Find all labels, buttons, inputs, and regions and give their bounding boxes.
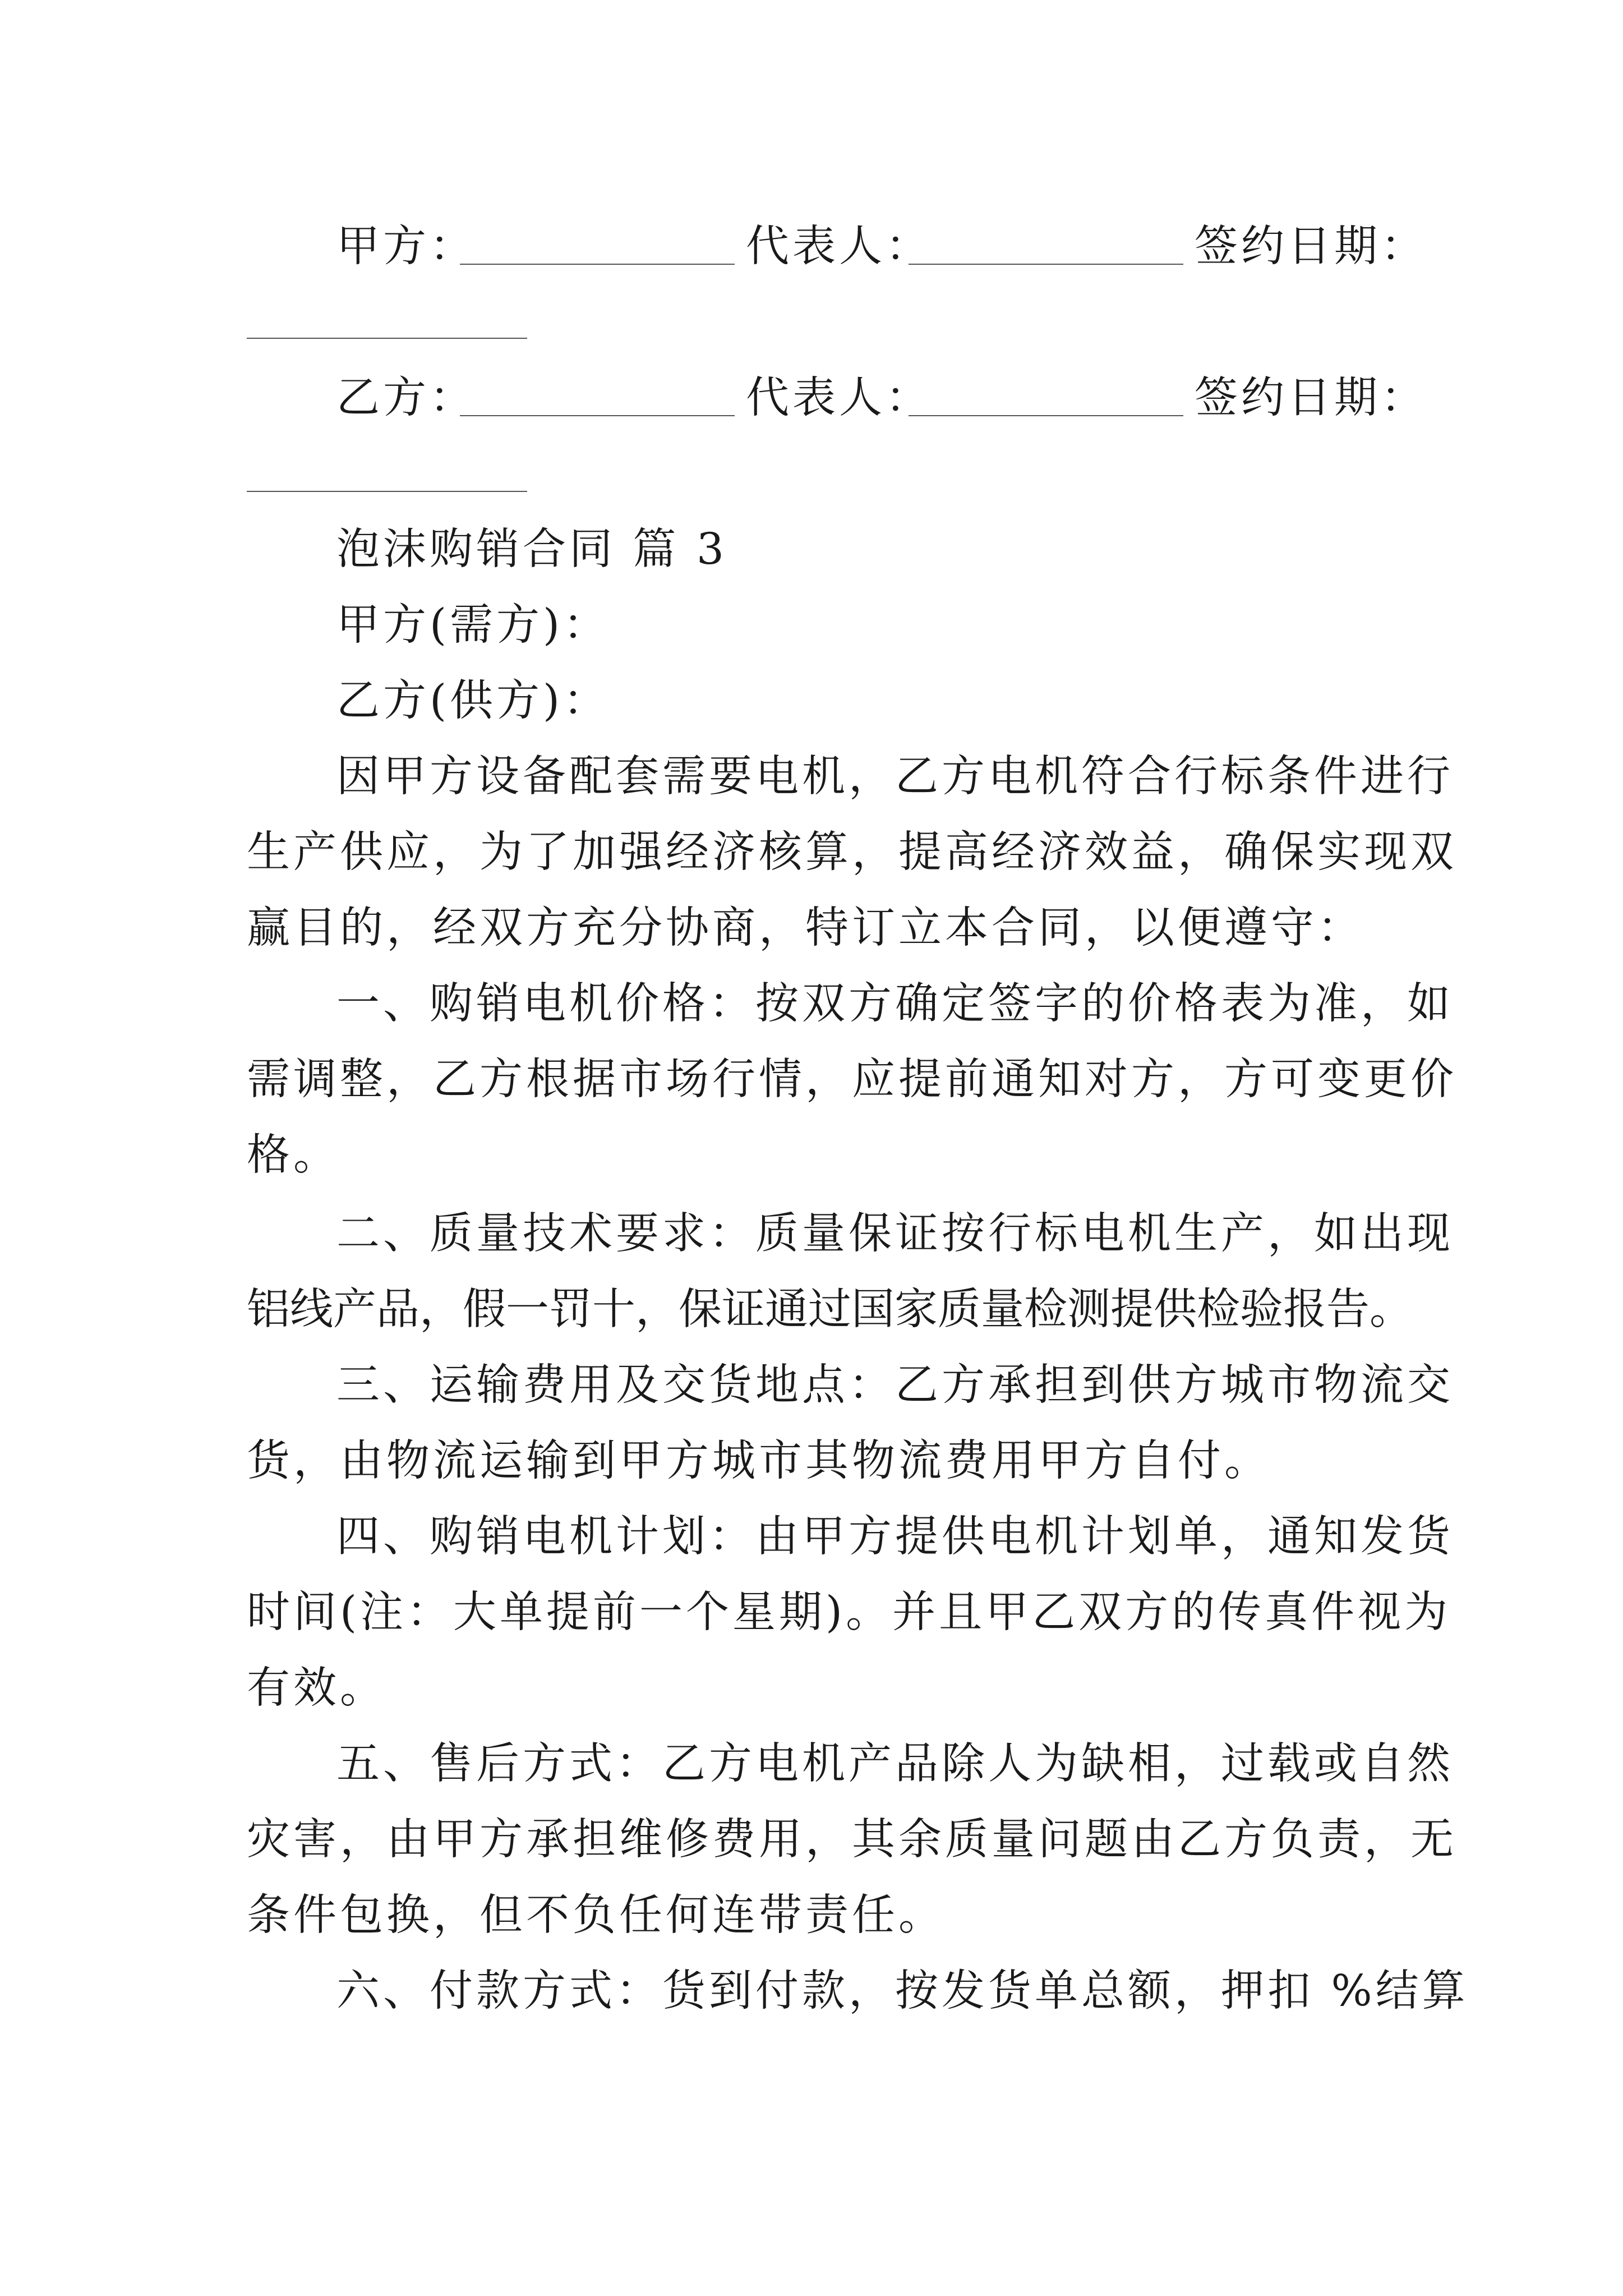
representative-label: 代表人： bbox=[746, 373, 932, 423]
party-b-rep-blank bbox=[909, 415, 1183, 416]
party-a-date-blank bbox=[247, 338, 527, 339]
paragraph-line: 一、购销电机价格：按双方确定签字的价格表为准，如 bbox=[336, 979, 1454, 1029]
paragraph-line: 铝线产品，假一罚十，保证通过国家质量检测提供检验报告。 bbox=[247, 1285, 1413, 1335]
paragraph-line: 生产供应，为了加强经济核算，提高经济效益，确保实现双 bbox=[247, 827, 1457, 877]
party-a-rep-blank bbox=[909, 264, 1183, 265]
party-a-buyer: 甲方(需方)： bbox=[336, 600, 610, 650]
party-b-name-blank bbox=[460, 415, 735, 416]
representative-label: 代表人： bbox=[746, 222, 932, 272]
paragraph-line: 因甲方设备配套需要电机，乙方电机符合行标条件进行 bbox=[336, 752, 1454, 802]
signature-row-party-b bbox=[336, 370, 1427, 426]
paragraph-line: 三、运输费用及交货地点：乙方承担到供方城市物流交 bbox=[336, 1360, 1454, 1410]
party-a-name-blank bbox=[460, 264, 735, 265]
paragraph-line: 时间(注：大单提前一个星期)。并且甲乙双方的传真件视为 bbox=[247, 1588, 1451, 1637]
paragraph-line: 六、付款方式：货到付款，按发货单总额，押扣 %结算 bbox=[336, 1966, 1469, 2016]
party-b-date-blank bbox=[247, 491, 527, 492]
paragraph-line: 灾害，由甲方承担维修费用，其余质量问题由乙方负责，无 bbox=[247, 1815, 1457, 1865]
section-heading: 泡沫购销合同 篇 3 bbox=[336, 524, 727, 574]
paragraph-line: 货，由物流运输到甲方城市其物流费用甲方自付。 bbox=[247, 1436, 1271, 1486]
paragraph-line: 需调整，乙方根据市场行情，应提前通知对方，方可变更价 bbox=[247, 1055, 1457, 1105]
party-b-supplier: 乙方(供方)： bbox=[336, 676, 610, 726]
signing-date-label: 签约日期： bbox=[1195, 222, 1427, 272]
paragraph-line: 格。 bbox=[247, 1130, 340, 1180]
paragraph-line: 有效。 bbox=[247, 1663, 386, 1713]
paragraph-line: 五、售后方式：乙方电机产品除人为缺相，过载或自然 bbox=[336, 1739, 1454, 1789]
party-b-label: 乙方： bbox=[336, 373, 476, 423]
paragraph-line: 二、质量技术要求：质量保证按行标电机生产，如出现 bbox=[336, 1209, 1454, 1259]
party-a-label: 甲方： bbox=[336, 222, 476, 272]
paragraph-line: 四、购销电机计划：由甲方提供电机计划单，通知发货 bbox=[336, 1512, 1454, 1562]
paragraph-line: 赢目的，经双方充分协商，特订立本合同，以便遵守： bbox=[247, 903, 1364, 953]
signing-date-label: 签约日期： bbox=[1195, 373, 1427, 423]
paragraph-line: 条件包换，但不负任何连带责任。 bbox=[247, 1890, 945, 1940]
signature-row-party-a bbox=[336, 219, 1427, 275]
